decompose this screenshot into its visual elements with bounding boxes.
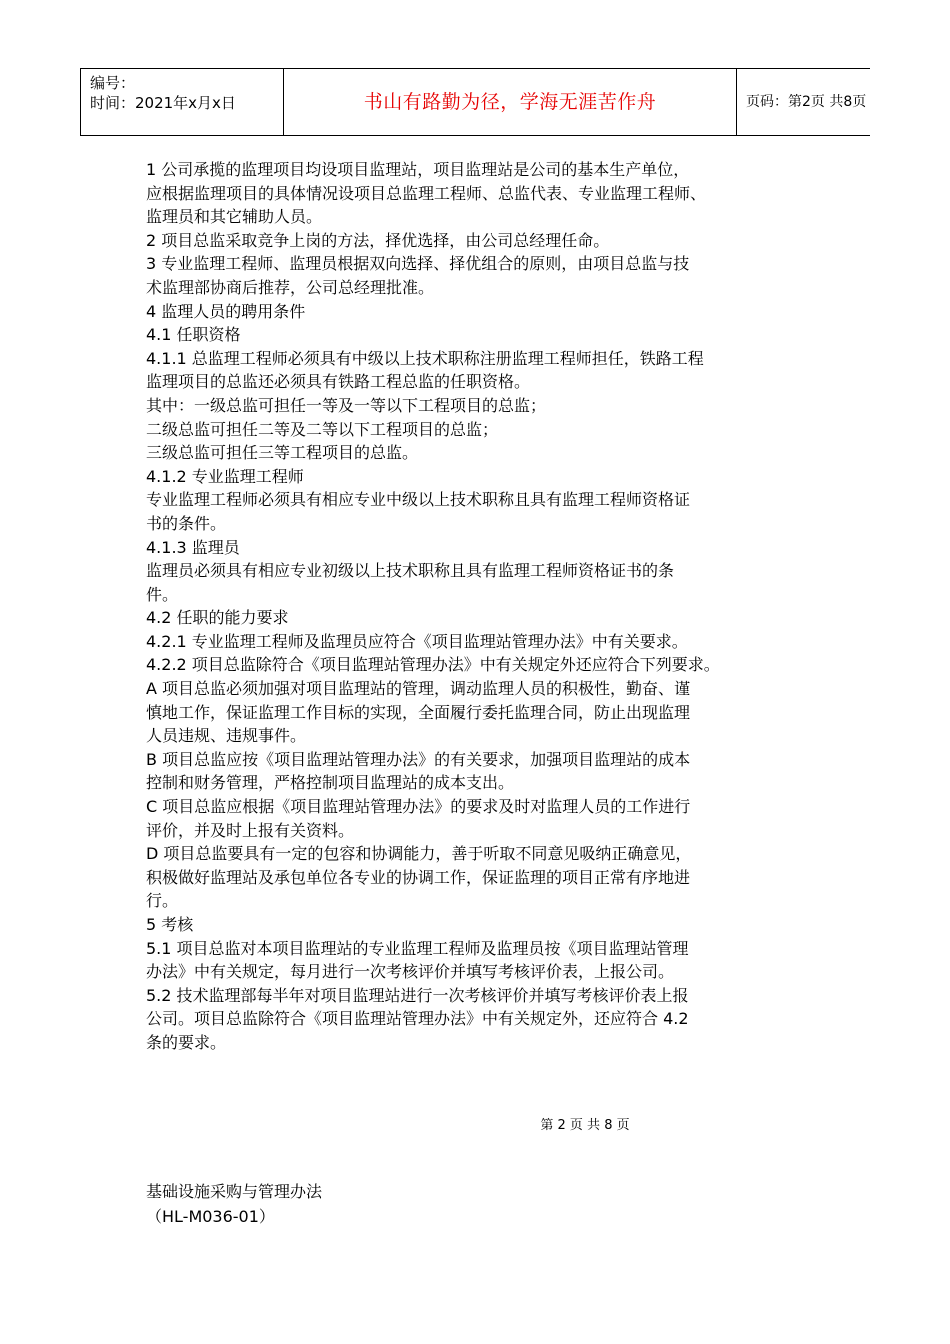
next-document-code: （HL-M036-01）	[146, 1207, 275, 1226]
body-line: 4.2.2 项目总监除符合《项目监理站管理办法》中有关规定外还应符合下列要求。	[146, 655, 720, 675]
body-line: C 项目总监应根据《项目监理站管理办法》的要求及时对监理人员的工作进行	[146, 797, 691, 817]
body-line: 5.2 技术监理部每半年对项目监理站进行一次考核评价并填写考核评价表上报	[146, 985, 689, 1005]
body-line: 件。	[146, 584, 179, 604]
header-motto-cell	[283, 69, 737, 135]
body-line: 5 考核	[146, 915, 194, 934]
body-line: 公司。项目总监除符合《项目监理站管理办法》中有关规定外，还应符合 4.2	[146, 1009, 689, 1029]
body-line: 4.2 任职的能力要求	[146, 608, 289, 628]
body-line: 5.1 项目总监对本项目监理站的专业监理工程师及监理员按《项目监理站管理	[146, 938, 689, 958]
header-motto: 书山有路勤为径，学海无涯苦作舟	[363, 91, 657, 113]
body-line: 4.1.3 监理员	[146, 537, 240, 557]
body-line: 二级总监可担任二等及二等以下工程项目的总监；	[146, 419, 499, 439]
body-line: A 项目总监必须加强对项目监理站的管理，调动监理人员的积极性，勤奋、谨	[146, 679, 691, 699]
body-line: 办法》中有关规定，每月进行一次考核评价并填写考核评价表，上报公司。	[146, 962, 675, 982]
document-number-label: 编号：	[90, 74, 136, 92]
document-date-label: 时间：2021年x月x日	[90, 94, 236, 112]
body-line: 专业监理工程师必须具有相应专业中级以上技术职称且具有监理工程师资格证	[146, 490, 691, 510]
body-line: 条的要求。	[146, 1032, 227, 1052]
body-line: 书的条件。	[146, 513, 227, 533]
document-body	[146, 158, 826, 1055]
header-page-code: 页码：第2页 共8页	[746, 94, 867, 110]
body-line: 1 公司承揽的监理项目均设项目监理站，项目监理站是公司的基本生产单位，	[146, 160, 690, 179]
body-line: D 项目总监要具有一定的包容和协调能力，善于听取不同意见吸纳正确意见，	[146, 844, 692, 864]
body-line: 应根据监理项目的具体情况设项目总监理工程师、总监代表、专业监理工程师、	[146, 183, 707, 203]
body-line: 三级总监可担任三等工程项目的总监。	[146, 443, 419, 463]
body-line: 慎地工作，保证监理工作目标的实现，全面履行委托监理合同，防止出现监理	[146, 702, 691, 722]
body-line: 行。	[146, 891, 179, 911]
body-line: 评价，并及时上报有关资料。	[146, 820, 355, 840]
body-line: 4.1.1 总监理工程师必须具有中级以上技术职称注册监理工程师担任，铁路工程	[146, 348, 704, 368]
body-line: 术监理部协商后推荐，公司总经理批准。	[146, 277, 435, 297]
body-line: B 项目总监应按《项目监理站管理办法》的有关要求，加强项目监理站的成本	[146, 749, 691, 769]
body-line: 2 项目总监采取竞争上岗的方法，择优选择，由公司总经理任命。	[146, 230, 610, 250]
body-line: 4.1.2 专业监理工程师	[146, 466, 304, 486]
body-line: 人员违规、违规事件。	[146, 726, 307, 746]
body-line: 4.2.1 专业监理工程师及监理员应符合《项目监理站管理办法》中有关要求。	[146, 631, 688, 651]
body-line: 监理员和其它辅助人员。	[146, 207, 323, 227]
page-footer: 第 2 页 共 8 页	[540, 1118, 630, 1133]
header-info-cell	[80, 69, 284, 135]
body-line: 3 专业监理工程师、监理员根据双向选择、择优组合的原则，由项目总监与技	[146, 254, 690, 274]
body-line: 监理项目的总监还必须具有铁路工程总监的任职资格。	[146, 372, 531, 392]
page-header	[80, 68, 870, 136]
body-line: 监理员必须具有相应专业初级以上技术职称且具有监理工程师资格证书的条	[146, 561, 675, 581]
body-line: 积极做好监理站及承包单位各专业的协调工作，保证监理的项目正常有序地进	[146, 867, 691, 887]
body-line: 4 监理人员的聘用条件	[146, 301, 306, 321]
body-line: 其中：一级总监可担任一等及一等以下工程项目的总监；	[146, 395, 547, 415]
body-line: 控制和财务管理，严格控制项目监理站的成本支出。	[146, 773, 515, 793]
body-line: 4.1 任职资格	[146, 325, 241, 345]
header-page-cell	[736, 69, 870, 135]
next-document-title: 基础设施采购与管理办法	[146, 1182, 323, 1201]
